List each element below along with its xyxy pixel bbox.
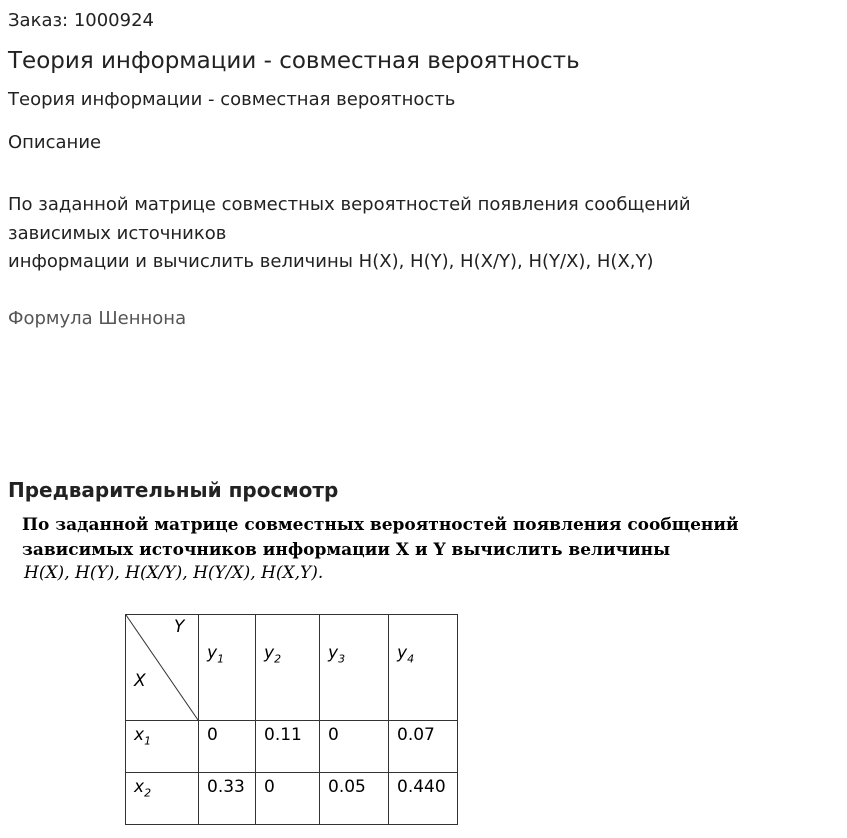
corner-x-label: X bbox=[134, 671, 146, 691]
column-header: $y_2$ bbox=[256, 615, 320, 721]
preview-text-line: По заданной матрице совместных вероятностей появления сообщений bbox=[22, 515, 739, 535]
column-header: $y_1$ bbox=[199, 615, 256, 721]
page-title: Теория информации - совместная вероятность bbox=[8, 48, 580, 74]
probability-matrix bbox=[125, 614, 458, 825]
description-line: зависимых источников bbox=[8, 223, 227, 244]
table-cell: 0 bbox=[199, 721, 256, 773]
table-row bbox=[126, 721, 458, 773]
row-header: $x_1$ bbox=[126, 721, 199, 773]
order-number: Заказ: 1000924 bbox=[8, 10, 154, 31]
description-line: информации и вычислить величины H(X), H(Y), H(X/Y), H(Y/X), H(X,Y) bbox=[8, 251, 654, 272]
table-cell: 0.05 bbox=[320, 773, 389, 825]
formula-link[interactable]: Формула Шеннона bbox=[8, 308, 187, 329]
matrix-corner-cell bbox=[126, 615, 199, 721]
table-cell: 0.33 bbox=[199, 773, 256, 825]
table-cell: 0 bbox=[320, 721, 389, 773]
preview-heading: Предварительный просмотр bbox=[8, 478, 339, 502]
table-cell: 0.11 bbox=[256, 721, 320, 773]
preview-text-line: зависимых источников информации X и Y вычислить величины bbox=[22, 540, 671, 560]
table-cell: 0.07 bbox=[389, 721, 458, 773]
column-header: $y_4$ bbox=[389, 615, 458, 721]
table-cell: 0 bbox=[256, 773, 320, 825]
preview-text-line: H(X), H(Y), H(X/Y), H(Y/X), H(X,Y). bbox=[24, 563, 324, 583]
column-header: $y_3$ bbox=[320, 615, 389, 721]
table-row bbox=[126, 773, 458, 825]
page-subtitle: Теория информации - совместная вероятность bbox=[8, 89, 456, 110]
description-heading: Описание bbox=[8, 132, 102, 153]
table-cell: 0.440 bbox=[389, 773, 458, 825]
row-header: $x_2$ bbox=[126, 773, 199, 825]
corner-diagonal-line bbox=[126, 615, 198, 720]
description-line: По заданной матрице совместных вероятностей появления сообщений bbox=[8, 194, 691, 215]
corner-y-label: Y bbox=[174, 617, 185, 637]
